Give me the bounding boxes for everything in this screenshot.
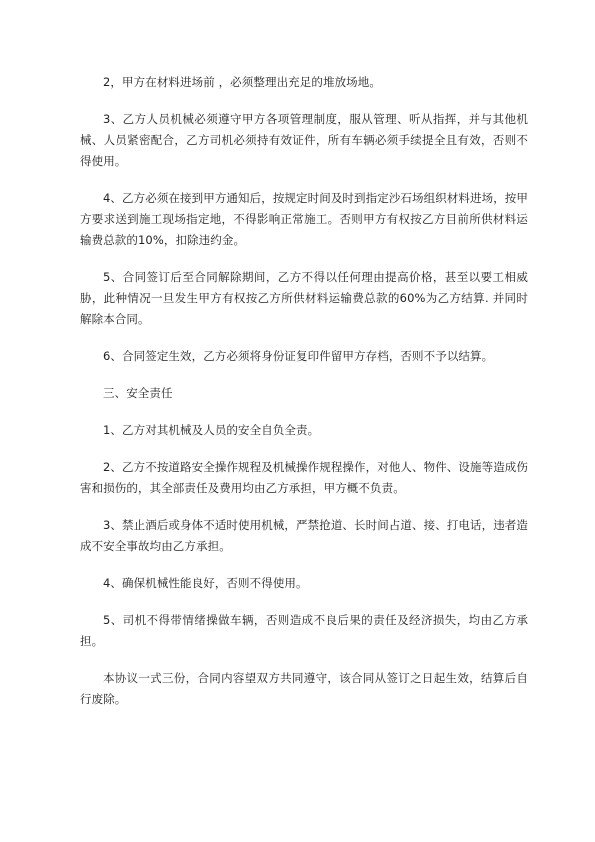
clause-5-price: 5、合同签订后至合同解除期间，乙方不得以任何理由提高价格，甚至以要工相威胁，此种情况一旦发生甲方有权按乙方所供材料运输费总款的60%为乙方结算. 并同时解除本合同。: [80, 270, 528, 326]
safety-clause-4: 4、确保机械性能良好，否则不得使用。: [103, 576, 308, 590]
safety-clause-1: 1、乙方对其机械及人员的安全自负全责。: [103, 423, 320, 437]
clause-2-storage: 2，甲方在材料进场前 ，必须整理出充足的堆放场地。: [103, 75, 381, 89]
document-page: [80, 72, 528, 710]
safety-clause-5: 5、司机不得带情绪操做车辆，否则造成不良后果的责任及经济损失，均由乙方承担。: [80, 613, 528, 648]
safety-clause-2: 2、乙方不按道路安全操作规程及机械操作规程操作，对他人、物件、设施等造成伤害和损伤的，其全部责任及费用均由乙方承担，甲方概不负责。: [80, 460, 529, 495]
closing-statement: 本协议一式三份，合同内容望双方共同遵守，该合同从签订之日起生效，结算后自行废除。: [80, 671, 528, 706]
clause-6-id-copy: 6、合同签定生效，乙方必须将身份证复印件留甲方存档，否则不予以结算。: [103, 349, 494, 363]
section-heading-safety: 三、安全责任: [103, 386, 173, 400]
clause-4-delivery: 4、乙方必须在接到甲方通知后，按规定时间及时到指定沙石场组织材料进场，按甲方要求送到施工现场指定地，不得影响正常施工。否则甲方有权按乙方目前所供材料运输费总款的10%，扣除违约金。: [80, 191, 529, 247]
safety-clause-3: 3、禁止酒后或身体不适时使用机械，严禁抢道、长时间占道、接、打电话，违者造成不安全事故均由乙方承担。: [80, 518, 529, 553]
clause-3-management: 3、乙方人员机械必须遵守甲方各项管理制度，服从管理、听从指挥，并与其他机械、人员紧密配合，乙方司机必须持有效证件，所有车辆必须手续提全且有效，否则不得使用。: [80, 112, 528, 168]
